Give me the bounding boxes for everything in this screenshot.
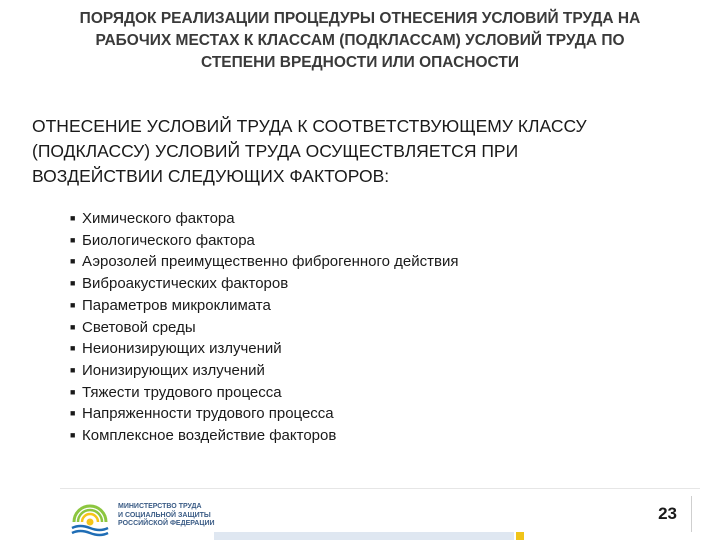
list-item (70, 208, 459, 230)
factor-label: Аэрозолей преимущественно фиброгенного действия (82, 253, 459, 271)
bullet-icon: ■ (70, 408, 76, 419)
slide-title-line: РАБОЧИХ МЕСТАХ К КЛАССАМ (ПОДКЛАССАМ) УСЛОВИЙ ТРУДА ПО (95, 32, 625, 49)
factor-list (70, 208, 459, 447)
factor-label: Параметров микроклимата (82, 296, 271, 314)
bullet-icon: ■ (70, 364, 76, 375)
intro-paragraph (32, 114, 702, 189)
factor-label: Тяжести трудового процесса (82, 383, 282, 401)
factor-label: Комплексное воздействие факторов (82, 427, 337, 445)
list-item (70, 251, 459, 273)
bullet-icon: ■ (70, 299, 76, 310)
bullet-icon: ■ (70, 386, 76, 397)
footer-bar-yellow (516, 532, 524, 540)
bullet-icon: ■ (70, 213, 76, 223)
list-item (70, 360, 459, 382)
ministry-logo-icon (70, 498, 110, 538)
list-item (70, 317, 459, 339)
page-number: 23 (658, 504, 677, 523)
intro-line: ОТНЕСЕНИЕ УСЛОВИЙ ТРУДА К СООТВЕТСТВУЮЩЕМУ КЛАССУ (32, 116, 587, 136)
slide-title-line: СТЕПЕНИ ВРЕДНОСТИ ИЛИ ОПАСНОСТИ (201, 54, 519, 71)
list-item (70, 295, 459, 317)
slide-title (20, 8, 700, 74)
list-item (70, 230, 459, 252)
factor-label: Ионизирующих излучений (82, 361, 265, 379)
footer-divider (60, 488, 700, 489)
intro-line: ВОЗДЕЙСТВИИ СЛЕДУЮЩИХ ФАКТОРОВ: (32, 166, 390, 186)
ministry-name-line: И СОЦИАЛЬНОЙ ЗАЩИТЫ (118, 511, 211, 519)
list-item (70, 425, 459, 447)
ministry-name-line: РОССИЙСКОЙ ФЕДЕРАЦИИ (118, 520, 215, 528)
bullet-icon: ■ (70, 321, 76, 332)
factor-label: Виброакустических факторов (82, 275, 289, 293)
page-number-box (520, 496, 692, 532)
list-item (70, 403, 459, 425)
factor-label: Напряженности трудового процесса (82, 405, 334, 423)
factor-label: Химического фактора (82, 210, 235, 227)
ministry-name-line: МИНИСТЕРСТВО ТРУДА (118, 503, 202, 510)
factor-label: Световой среды (82, 318, 196, 336)
list-item (70, 382, 459, 404)
factor-label: Неионизирующих излучений (82, 340, 282, 358)
list-item (70, 273, 459, 295)
slide-title-line: ПОРЯДОК РЕАЛИЗАЦИИ ПРОЦЕДУРЫ ОТНЕСЕНИЯ УСЛОВИЙ ТРУДА НА (79, 10, 641, 27)
factor-label: Биологического фактора (82, 231, 255, 249)
bullet-icon: ■ (70, 256, 76, 267)
bullet-icon: ■ (70, 234, 76, 245)
ministry-name (118, 503, 215, 529)
bullet-icon: ■ (70, 430, 76, 441)
bullet-icon: ■ (70, 278, 76, 289)
bullet-icon: ■ (70, 343, 76, 354)
intro-line: (ПОДКЛАССУ) УСЛОВИЙ ТРУДА ОСУЩЕСТВЛЯЕТСЯ ПРИ (32, 141, 519, 161)
list-item (70, 338, 459, 360)
footer-bar-blue (214, 532, 514, 540)
